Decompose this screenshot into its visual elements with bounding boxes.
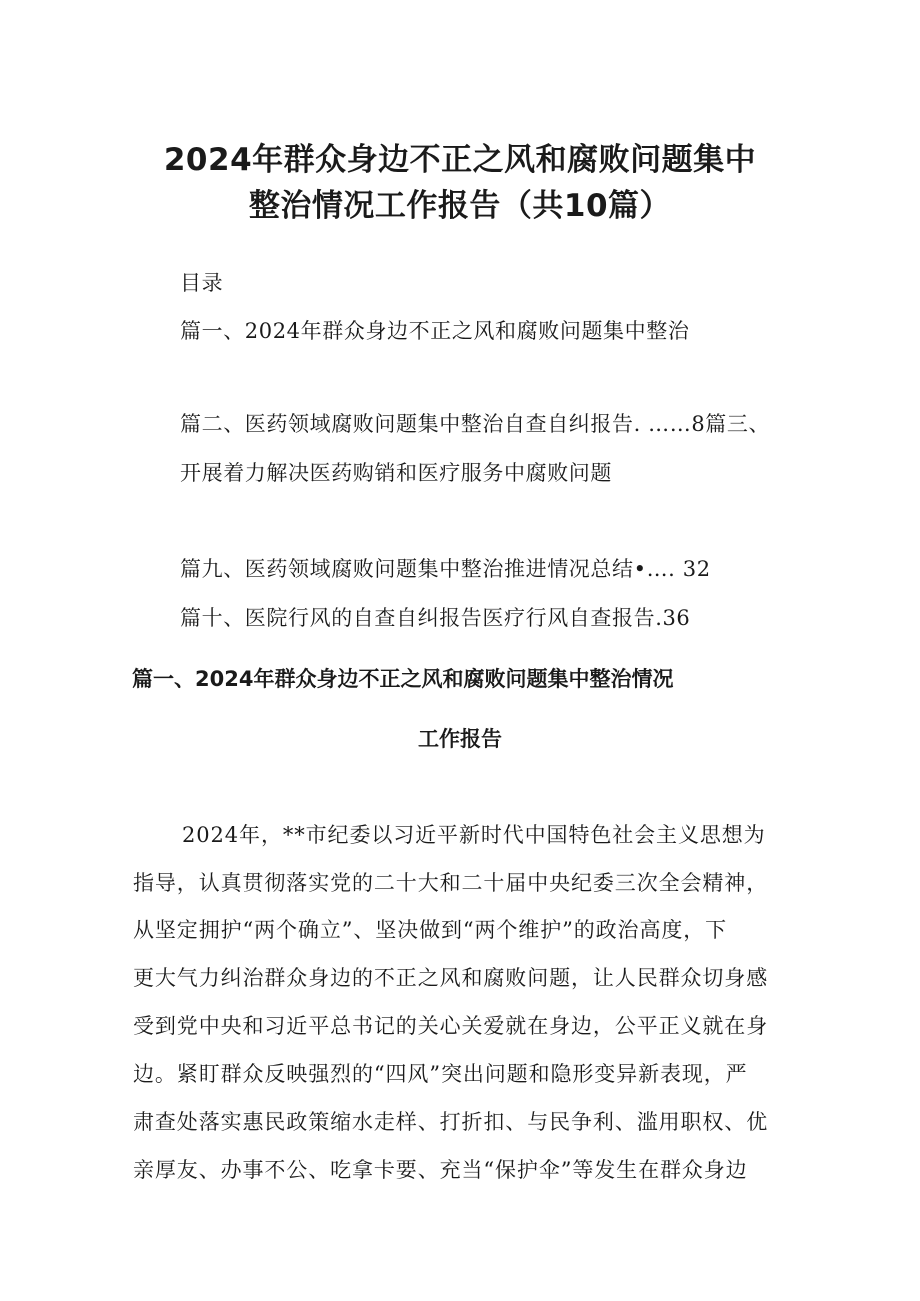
document-title-line-2: 整治情况工作报告（共10篇） [248,188,672,224]
toc-item: 篇一、2024年群众身边不正之风和腐败问题集中整治 [180,319,690,343]
section-heading-line-2: 工作报告 [418,727,502,751]
toc-item: 篇二、医药领域腐败问题集中整治自查自纠报告. ……8篇三、 [180,412,771,436]
toc-item: 篇十、医院行风的自查自纠报告医疗行风自查报告.36 [180,606,691,630]
body-text-line: 更大气力纠治群众身边的不正之风和腐败问题，让人民群众切身感 [133,966,769,990]
body-text-line: 肃查处落实惠民政策缩水走样、打折扣、与民争利、滥用职权、优 [133,1110,769,1134]
body-text-line: 边。紧盯群众反映强烈的“四风”突出问题和隐形变异新表现，严 [133,1062,748,1086]
body-text-line: 指导，认真贯彻落实党的二十大和二十届中央纪委三次全会精神， [133,871,769,895]
section-heading-line-1: 篇一、2024年群众身边不正之风和腐败问题集中整治情况 [132,667,674,691]
body-text-line: 受到党中央和习近平总书记的关心关爱就在身边，公平正义就在身 [133,1014,769,1038]
toc-label: 目录 [180,271,224,295]
body-text-line: 2024年，**市纪委以习近平新时代中国特色社会主义思想为 [182,823,766,847]
toc-item: 开展着力解决医药购销和医疗服务中腐败问题 [180,461,612,485]
body-text-line: 从坚定拥护“两个确立”、坚决做到“两个维护”的政治高度，下 [133,918,728,942]
body-text-line: 亲厚友、办事不公、吃拿卡要、充当“保护伞”等发生在群众身边 [133,1158,748,1182]
toc-item: 篇九、医药领域腐败问题集中整治推进情况总结•…. 32 [180,557,711,581]
document-title-line-1: 2024年群众身边不正之风和腐败问题集中 [163,142,757,178]
